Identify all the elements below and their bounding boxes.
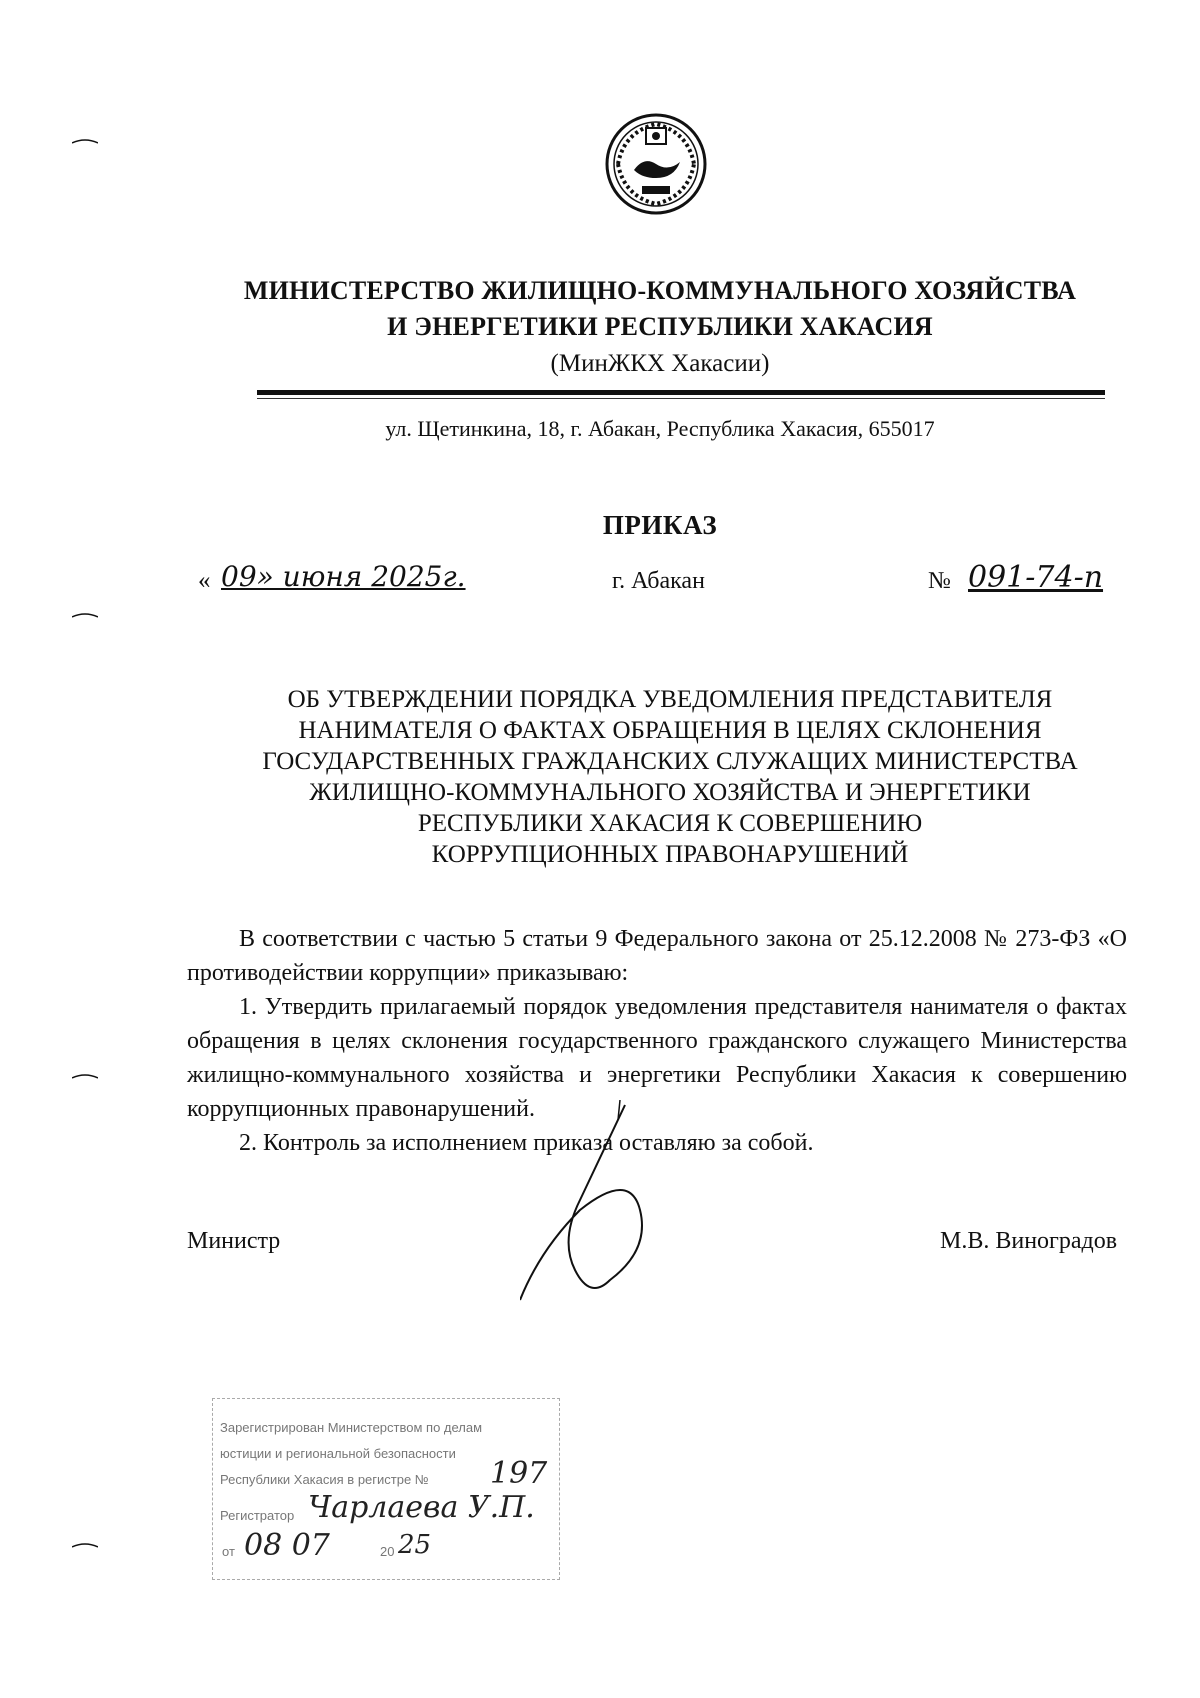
stamp-register-number-handwritten: 197 <box>490 1456 548 1491</box>
stamp-line-2: юстиции и региональной безопасности <box>220 1446 456 1461</box>
margin-mark <box>72 138 98 144</box>
signer-position: Министр <box>187 1228 281 1254</box>
org-name-line-2: И ЭНЕРГЕТИКИ РЕСПУБЛИКИ ХАКАСИЯ <box>387 312 933 341</box>
margin-mark <box>72 612 98 618</box>
margin-mark <box>72 1542 98 1548</box>
khakassia-coat-of-arms-icon <box>604 112 708 216</box>
stamp-line-1: Зарегистрирован Министерством по делам <box>220 1420 483 1435</box>
org-name-line-1: МИНИСТЕРСТВО ЖИЛИЩНО-КОММУНАЛЬНОГО ХОЗЯЙСТВА <box>243 276 1077 305</box>
title-line: РЕСПУБЛИКИ ХАКАСИЯ К СОВЕРШЕНИЮ <box>417 810 923 837</box>
title-line: ГОСУДАРСТВЕННЫХ ГРАЖДАНСКИХ СЛУЖАЩИХ МИНИСТЕРСТВА <box>262 748 1078 775</box>
title-line: КОРРУПЦИОННЫХ ПРАВОНАРУШЕНИЙ <box>431 841 909 868</box>
body-paragraph: В соответствии с частью 5 статьи 9 Федерального закона от 25.12.2008 № 273-ФЗ «О противодействии коррупции» приказываю: <box>187 926 1127 986</box>
body-paragraph: 1. Утвердить прилагаемый порядок уведомления представителя нанимателя о фактах обращения в целях склонения государственного гражданского служащего Министерства жилищно-коммунального хозяйства и энергетики Республики Хакасия к совершению коррупционных правонарушений. <box>187 994 1127 1122</box>
registration-stamp <box>212 1398 562 1583</box>
document-city: г. Абакан <box>612 568 705 594</box>
stamp-year-handwritten: 25 <box>398 1530 432 1560</box>
body-paragraph: 2. Контроль за исполнением приказа оставляю за собой. <box>239 1130 814 1156</box>
margin-mark <box>72 1073 98 1079</box>
header-divider-thin <box>257 398 1105 399</box>
title-line: НАНИМАТЕЛЯ О ФАКТАХ ОБРАЩЕНИЯ В ЦЕЛЯХ СКЛОНЕНИЯ <box>298 717 1042 744</box>
stamp-line-5: от <box>222 1544 235 1559</box>
title-line: ЖИЛИЩНО-КОММУНАЛЬНОГО ХОЗЯЙСТВА И ЭНЕРГЕТИКИ <box>309 779 1031 806</box>
stamp-year-prefix: 20 <box>380 1544 395 1559</box>
document-number-label: № <box>928 568 951 594</box>
org-short-name: (МинЖКХ Хакасии) <box>550 350 770 377</box>
document-date-handwritten: 09» июня 2025г. <box>221 560 466 593</box>
document-title <box>210 684 1130 870</box>
stamp-registrar-handwritten: Чарлаева У.П. <box>308 1490 535 1525</box>
date-quote-open: « <box>198 567 211 594</box>
document-type: ПРИКАЗ <box>602 510 718 540</box>
title-line: ОБ УТВЕРЖДЕНИИ ПОРЯДКА УВЕДОМЛЕНИЯ ПРЕДСТАВИТЕЛЯ <box>287 686 1053 713</box>
document-number-handwritten: 091-74-п <box>968 560 1104 595</box>
stamp-date-handwritten: 08 07 <box>244 1528 330 1563</box>
handwritten-signature <box>520 1100 720 1320</box>
header-divider-thick <box>257 390 1105 395</box>
stamp-line-4: Регистратор <box>220 1508 295 1523</box>
org-address: ул. Щетинкина, 18, г. Абакан, Республика Хакасия, 655017 <box>385 416 935 441</box>
signer-name: М.В. Виноградов <box>940 1228 1118 1254</box>
stamp-line-3: Республики Хакасия в регистре № <box>220 1472 429 1487</box>
